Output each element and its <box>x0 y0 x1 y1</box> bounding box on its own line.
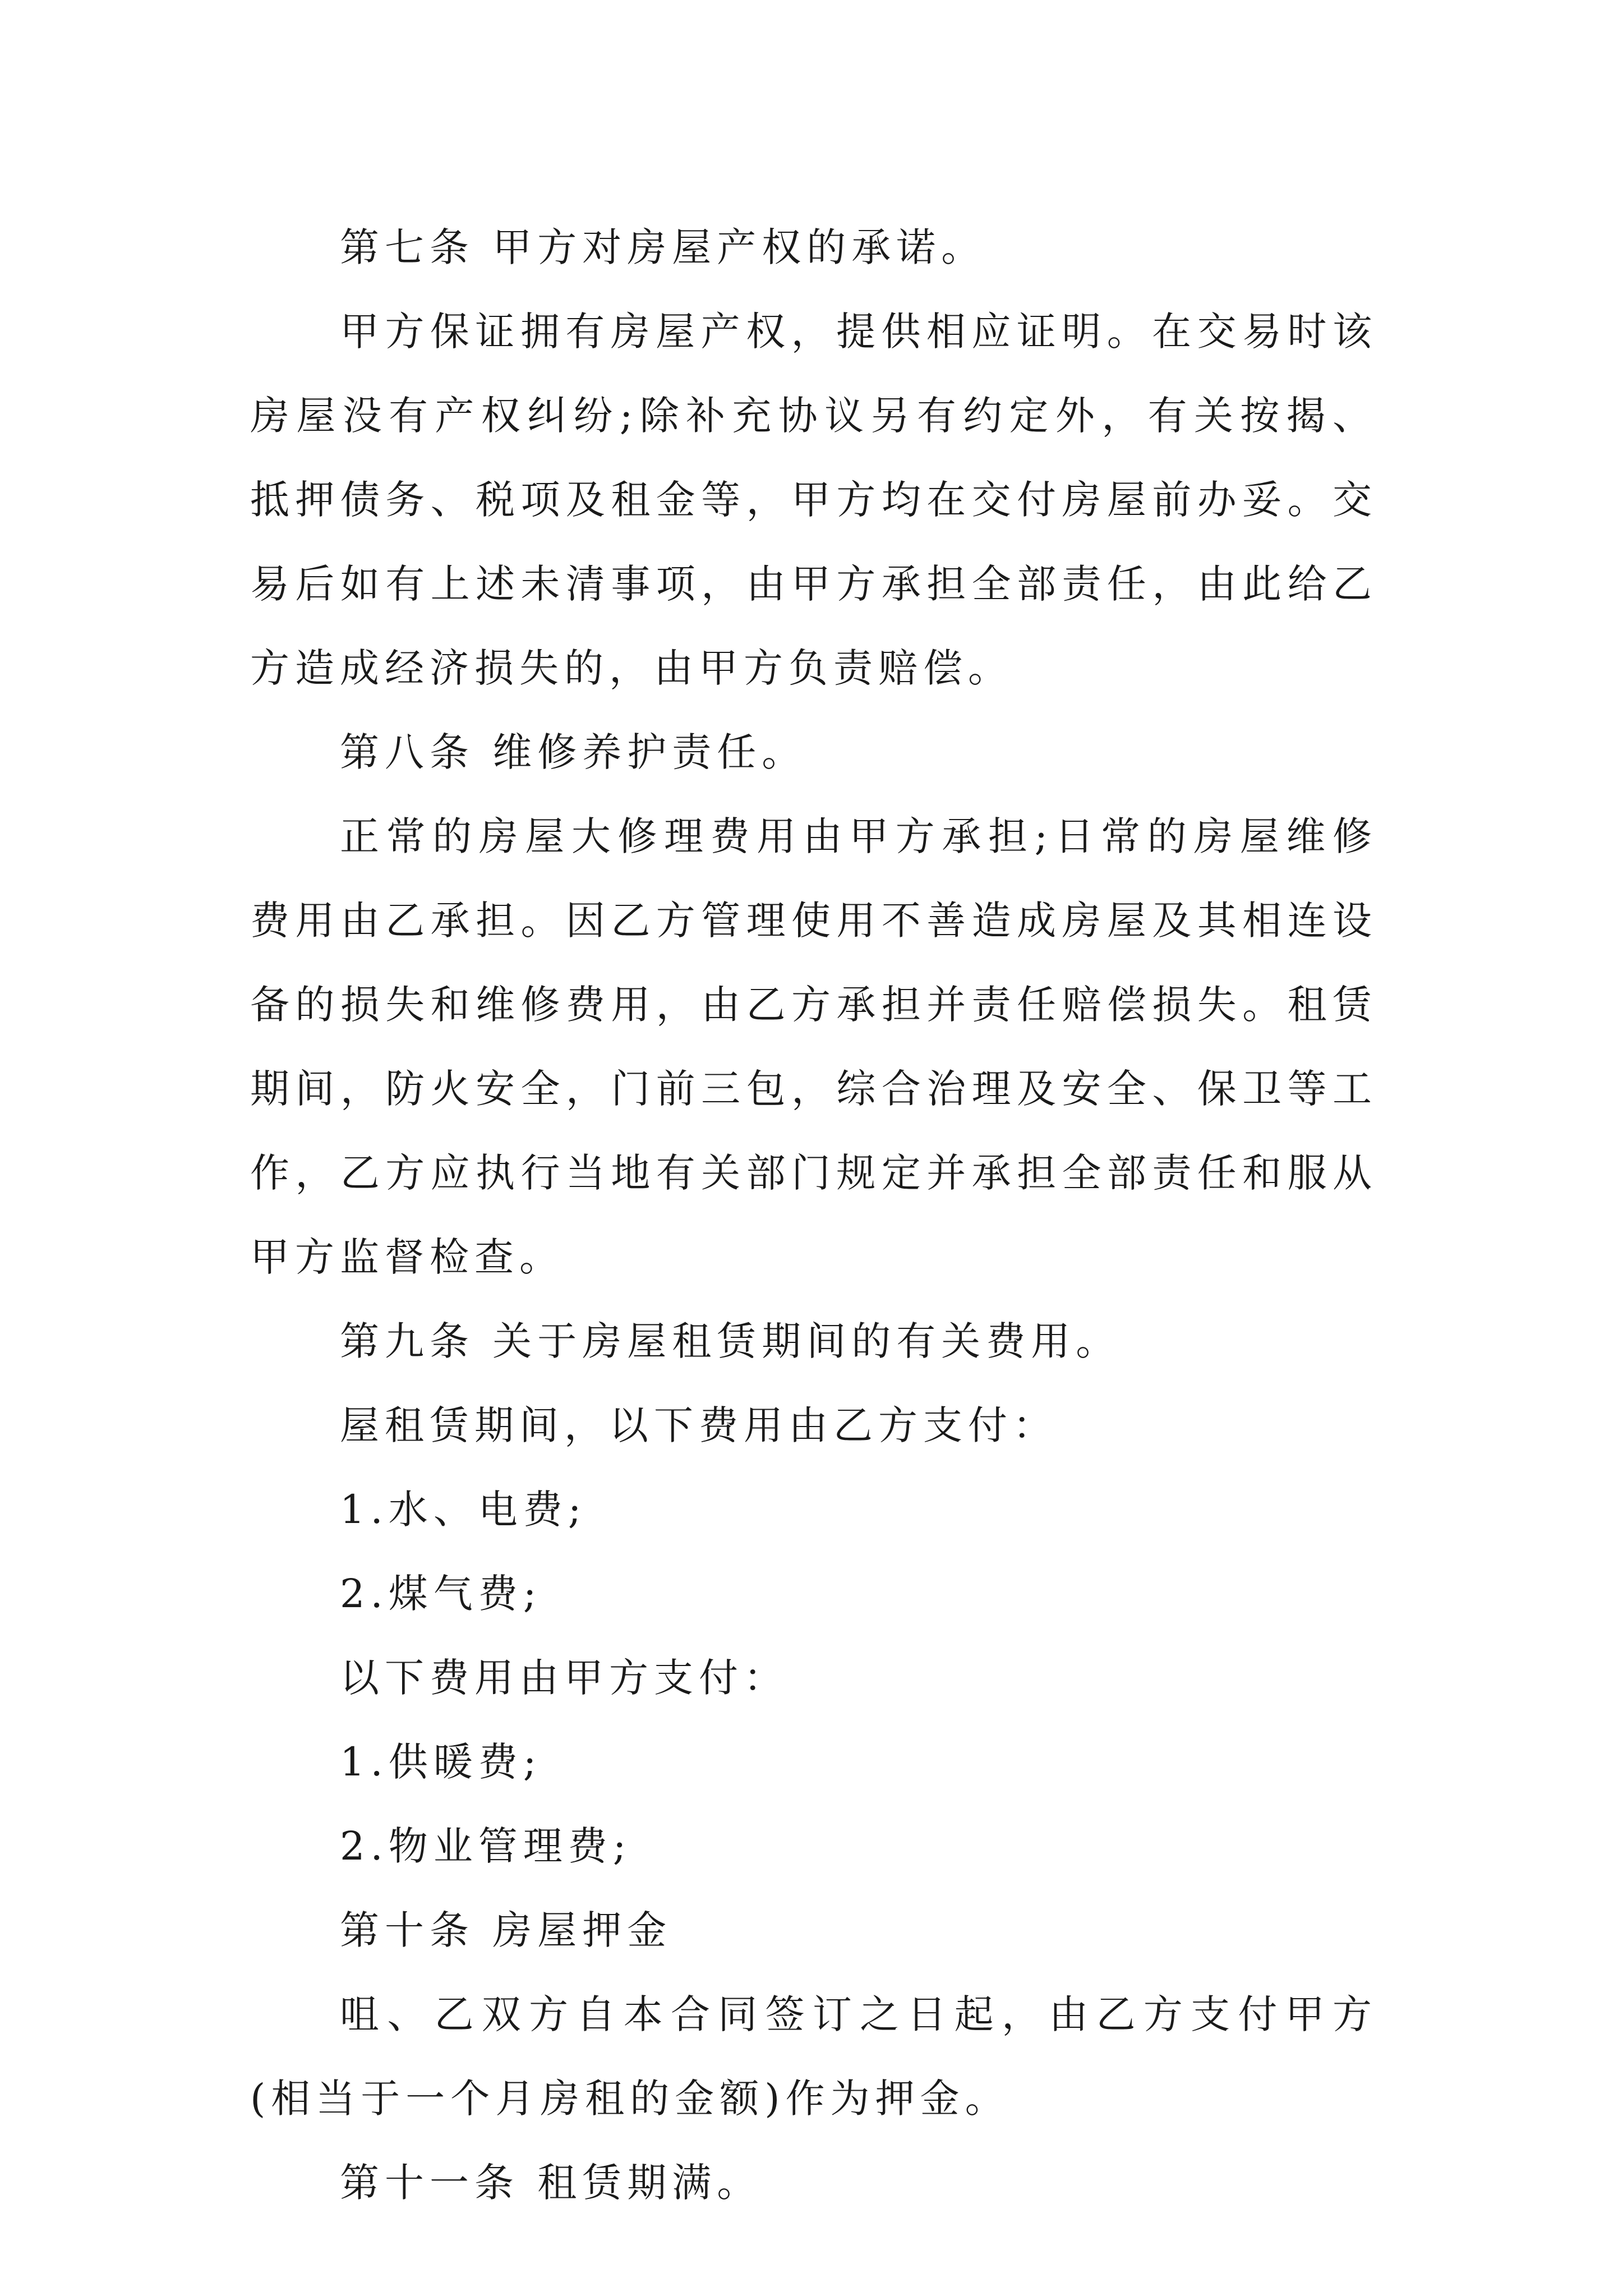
article-9-heading: 第九条 关于房屋租赁期间的有关费用。 <box>340 1318 1121 1364</box>
article-10-heading: 第十条 房屋押金 <box>340 1907 672 1953</box>
article-9-intro-landlord: 以下费用由甲方支付： <box>340 1655 789 1701</box>
landlord-fee-item-2: 2.物业管理费; <box>340 1823 632 1869</box>
article-8-heading: 第八条 维修养护责任。 <box>340 729 807 775</box>
article-8-body: 正常的房屋大修理费用由甲方承担;日常的房屋维修费用由乙承担。因乙方管理使用不善造成房屋及其相连设备的损失和维修费用，由乙方承担并责任赔偿损失。租赁期间，防火安全，门前三包，综合治理及安全、保卫等工作，乙方应执行当地有关部门规定并承担全部责任和服从甲方监督检查。 <box>250 813 1377 1280</box>
tenant-fee-item-1: 1.水、电费; <box>340 1487 587 1533</box>
article-10-body: 咀、乙双方自本合同签订之日起，由乙方支付甲方(相当于一个月房租的金额)作为押金。 <box>250 1991 1377 2122</box>
landlord-fee-item-1: 1.供暖费; <box>340 1739 542 1785</box>
tenant-fee-item-2: 2.煤气费; <box>340 1571 542 1617</box>
document-body <box>250 205 1377 2225</box>
article-9-intro-tenant: 屋租赁期间，以下费用由乙方支付： <box>340 1402 1058 1448</box>
article-7-heading: 第七条 甲方对房屋产权的承诺。 <box>340 224 986 270</box>
article-7-body: 甲方保证拥有房屋产权，提供相应证明。在交易时该房屋没有产权纠纷;除补充协议另有约定外，有关按揭、抵押债务、税项及租金等，甲方均在交付房屋前办妥。交易后如有上述未清事项，由甲方承担全部责任，由此给乙方造成经济损失的，由甲方负责赔偿。 <box>250 309 1377 691</box>
article-11-heading: 第十一条 租赁期满。 <box>340 2160 762 2206</box>
